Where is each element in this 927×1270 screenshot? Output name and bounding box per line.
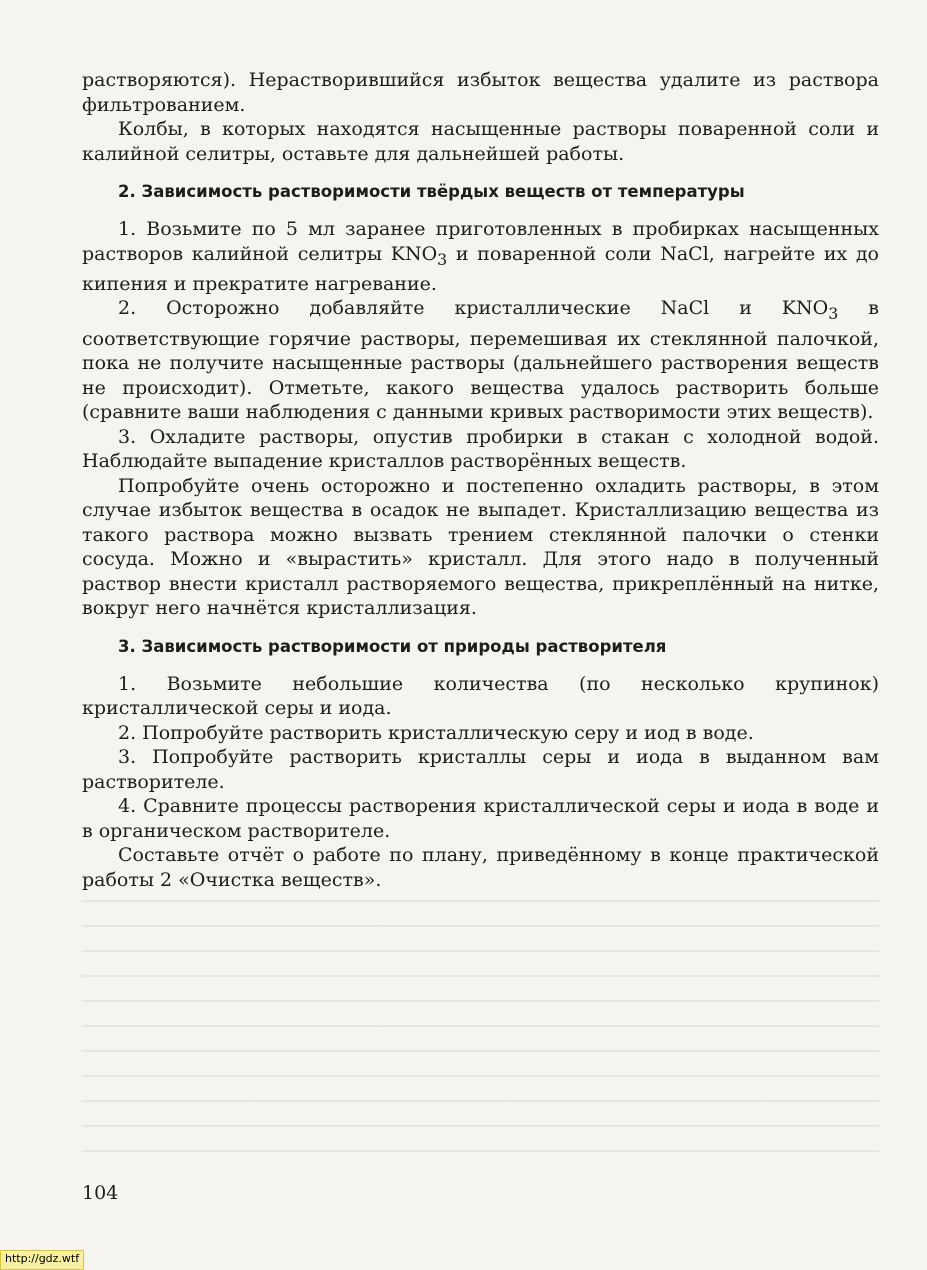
section-2-step-1: 1. Возьмите по 5 мл заранее приготовленных в пробирках насыщенных растворов калийной селитры $KNO_3$ и поваренной соли NaCl, нагрейте их до кипения и прекратите нагревание. — [82, 218, 879, 295]
section-3-step-4: 4. Сравните процессы растворения кристаллической серы и иода в воде и в органическом растворителе. — [82, 795, 879, 842]
page-number: 104 — [82, 1182, 119, 1204]
section-2-step-2: 2. Осторожно добавляйте кристаллические NaCl и $KNO_3$ в соответствующие горячие растворы, перемешивая их стеклянной палочкой, пока не получите насыщенные растворы (дальнейшего растворения веществ не происходит). Отметьте, какого вещества удалось растворить больше (сравните ваши наблюдения с данными кривых растворимости этих веществ). — [82, 297, 879, 424]
page-content — [82, 68, 879, 892]
section-3-step-2: 2. Попробуйте растворить кристаллическую серу и иод в воде. — [118, 721, 754, 744]
section-3-step-1: 1. Возьмите небольшие количества (по несколько крупинок) кристаллической серы и иода. — [82, 672, 879, 720]
section-2-heading: 2. Зависимость растворимости твёрдых веществ от температуры — [118, 182, 745, 201]
paragraph-flasks: Колбы, в которых находятся насыщенные растворы поваренной соли и калийной селитры, оставьте для дальнейшей работы. — [82, 118, 879, 165]
section-3-heading: 3. Зависимость растворимости от природы растворителя — [118, 636, 667, 656]
paragraph-continuation: растворяются). Нерастворившийся избыток вещества удалите из раствора фильтрованием. — [82, 69, 879, 116]
section-3-step-3: 3. Попробуйте растворить кристаллы серы и иода в выданном вам растворителе. — [82, 746, 879, 793]
bleed-through-shadow — [82, 900, 879, 1170]
section-2-note: Попробуйте очень осторожно и постепенно охладить растворы, в этом случае избыток вещества в осадок не выпадет. Кристаллизацию вещества из такого раствора можно вызвать трением стеклянной палочки о стенки сосуда. Можно и «вырастить» кристалл. Для этого надо в полученный раствор внести кристалл растворяемого вещества, прикреплённый на нитке, вокруг него начнётся кристаллизация. — [82, 474, 879, 620]
section-2-step-3: 3. Охладите растворы, опустив пробирки в стакан с холодной водой. Наблюдайте выпадение кристаллов растворённых веществ. — [82, 425, 879, 473]
watermark-link[interactable]: http://gdz.wtf — [0, 1250, 84, 1270]
section-3-report: Составьте отчёт о работе по плану, приведённому в конце практической работы 2 «Очистка веществ». — [82, 844, 879, 891]
